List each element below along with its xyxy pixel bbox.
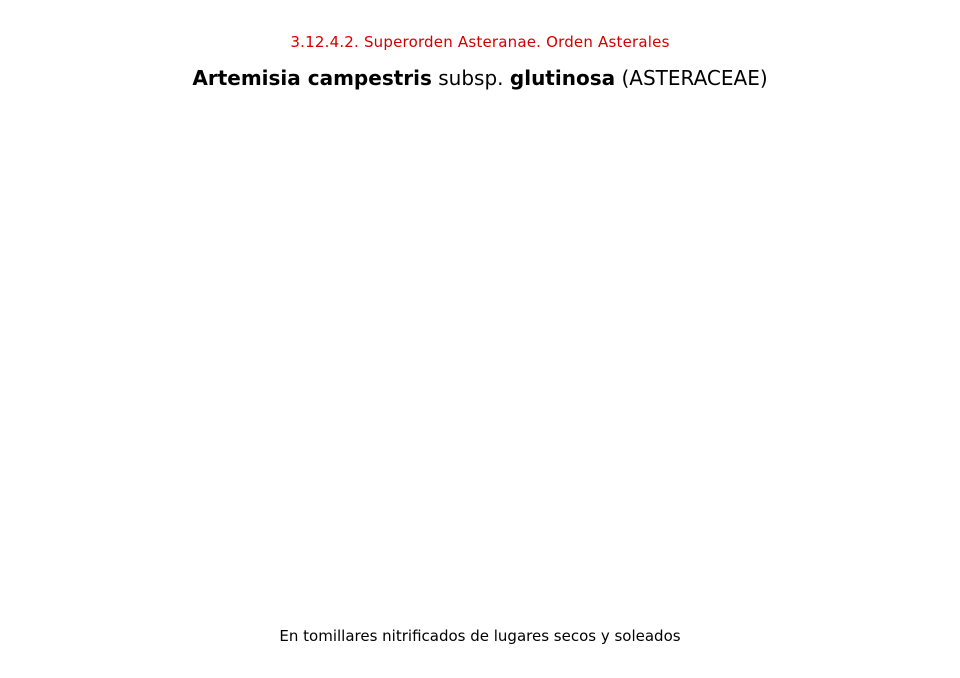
- rank-label: subsp.: [438, 66, 504, 90]
- species-name: Artemisia campestris: [192, 66, 432, 90]
- family-name: (ASTERACEAE): [621, 66, 768, 90]
- photo-area: [40, 100, 920, 610]
- habitat-caption: En tomillares nitrificados de lugares secos y soleados: [279, 627, 681, 645]
- subspecies-name: glutinosa: [509, 66, 616, 90]
- species-title: [0, 66, 960, 90]
- section-heading: 3.12.4.2. Superorden Asteranae. Orden Asterales: [290, 33, 670, 51]
